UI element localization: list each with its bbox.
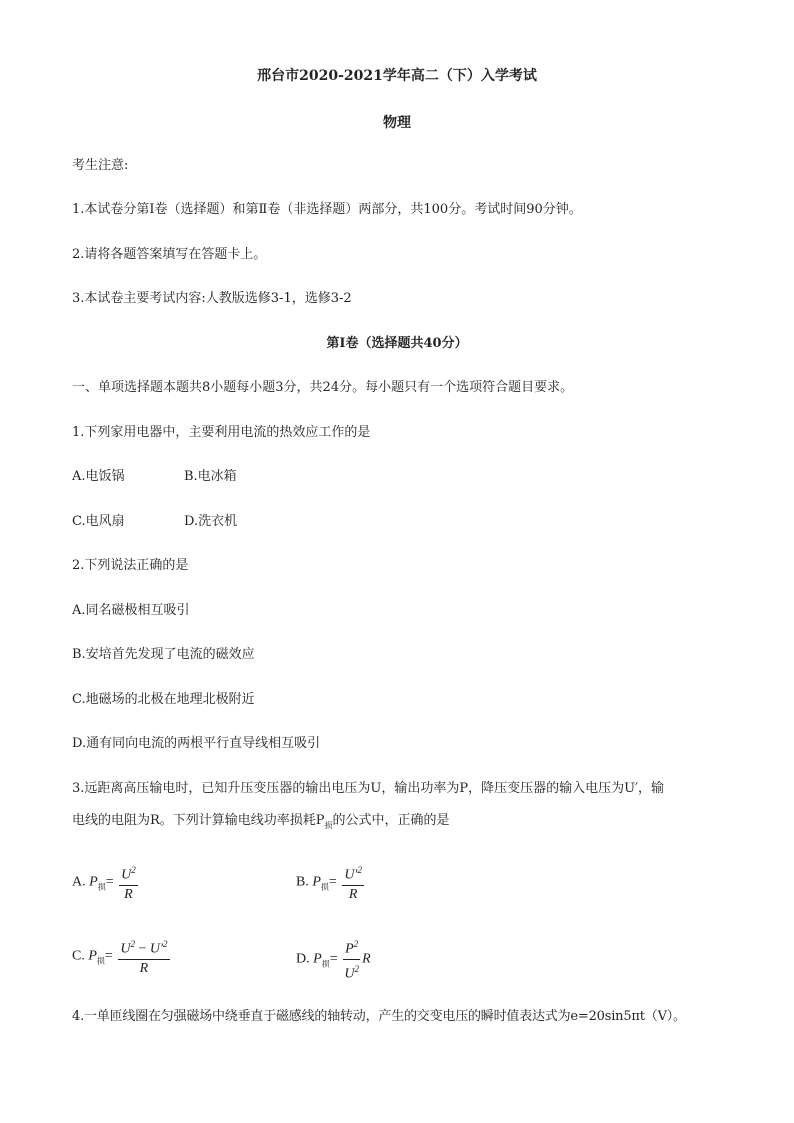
q3-stem-sub: 损 bbox=[324, 821, 333, 830]
q3-d-label: D. bbox=[296, 951, 310, 967]
q3-d-eq: = bbox=[329, 951, 338, 967]
q3-c-minus: − bbox=[134, 941, 150, 957]
q3-d-num-sup: 2 bbox=[353, 939, 359, 949]
notice-item-3: 3.本试卷主要考试内容:人教版选修3-1，选修3-2 bbox=[72, 291, 352, 306]
subject-title: 物理 bbox=[383, 115, 411, 131]
q3-stem-line2-a: 电线的电阻为R。下列计算输电线功率损耗P bbox=[72, 813, 325, 828]
q3-b-num: U′ bbox=[344, 867, 358, 883]
notice-heading: 考生注意: bbox=[72, 158, 129, 173]
q3-option-d bbox=[296, 936, 371, 982]
q3-b-sub: 损 bbox=[320, 882, 329, 892]
q3-c-den: R bbox=[139, 960, 149, 976]
q3-b-p: P bbox=[312, 874, 321, 890]
q3-option-b bbox=[296, 862, 366, 903]
q3-b-eq: = bbox=[328, 874, 337, 890]
q3-d-num: P bbox=[345, 941, 354, 957]
exam-title: 邢台市2020-2021学年高二（下）入学考试 bbox=[257, 68, 537, 84]
q3-b-label: B. bbox=[296, 874, 309, 890]
q3-b-fraction bbox=[342, 862, 364, 903]
q3-c-label: C. bbox=[72, 948, 85, 964]
q3-b-den: R bbox=[348, 886, 358, 902]
q3-a-sub: 损 bbox=[97, 882, 106, 892]
q3-c-eq: = bbox=[104, 948, 113, 964]
q3-option-a bbox=[72, 862, 140, 903]
q2-option-b: B.安培首先发现了电流的磁效应 bbox=[72, 647, 255, 662]
q1-option-c: C.电风扇 bbox=[72, 514, 125, 529]
section-intro: 一、单项选择题本题共8小题每小题3分，共24分。每小题只有一个选项符合题目要求。 bbox=[72, 380, 574, 395]
q2-option-a: A.同名磁极相互吸引 bbox=[72, 603, 190, 618]
q3-d-sub: 损 bbox=[321, 959, 330, 969]
q3-stem-line2 bbox=[72, 813, 450, 834]
q3-a-num: U bbox=[121, 867, 132, 883]
section-title: 第Ⅰ卷（选择题共40分） bbox=[326, 336, 468, 351]
q1-option-d: D.洗衣机 bbox=[184, 514, 238, 529]
q3-a-p: P bbox=[89, 874, 98, 890]
q1-option-a: A.电饭锅 bbox=[72, 469, 125, 484]
q3-c-num-2-sup: 2 bbox=[163, 939, 168, 949]
q3-c-num-1-sup: 2 bbox=[130, 939, 135, 949]
q3-a-num-sup: 2 bbox=[131, 865, 136, 875]
q2-stem: 2.下列说法正确的是 bbox=[72, 558, 189, 573]
q3-d-den: U bbox=[344, 966, 355, 982]
q3-d-p: P bbox=[313, 951, 322, 967]
q3-c-sub: 损 bbox=[96, 956, 105, 966]
q3-c-p: P bbox=[88, 948, 97, 964]
q1-option-b: B.电冰箱 bbox=[184, 469, 237, 484]
q3-c-num-2: U′ bbox=[149, 941, 164, 957]
q2-option-d: D.通有同向电流的两根平行直导线相互吸引 bbox=[72, 736, 321, 751]
q3-stem-line1: 3.远距离高压输电时，已知升压变压器的输出电压为U，输出功率为P，降压变压器的输入电压为U′，输 bbox=[72, 781, 665, 796]
q3-option-c bbox=[72, 936, 172, 977]
q1-stem: 1.下列家用电器中，主要利用电流的热效应工作的是 bbox=[72, 425, 371, 440]
notice-item-2: 2.请将各题答案填写在答题卡上。 bbox=[72, 247, 267, 262]
q3-a-eq: = bbox=[105, 874, 114, 890]
q3-a-label: A. bbox=[72, 874, 86, 890]
q2-option-c: C.地磁场的北极在地理北极附近 bbox=[72, 692, 255, 707]
q3-c-fraction bbox=[118, 936, 169, 977]
q3-stem-line2-b: 的公式中，正确的是 bbox=[332, 813, 450, 828]
q3-a-den: R bbox=[124, 886, 133, 902]
q3-a-fraction bbox=[119, 862, 138, 903]
q3-d-den-sup: 2 bbox=[354, 963, 359, 974]
q3-d-fraction bbox=[343, 936, 360, 982]
q3-c-num-1: U bbox=[120, 941, 131, 957]
q4-stem: 4.一单匝线圈在匀强磁场中绕垂直于磁感线的轴转动，产生的交变电压的瞬时值表达式为e=20sin5πt（V）。 bbox=[72, 1009, 686, 1024]
notice-item-1: 1.本试卷分第Ⅰ卷（选择题）和第Ⅱ卷（非选择题）两部分，共100分。考试时间90分钟。 bbox=[72, 202, 582, 217]
q3-b-num-sup: 2 bbox=[357, 865, 362, 875]
q3-d-tail: R bbox=[362, 951, 371, 967]
